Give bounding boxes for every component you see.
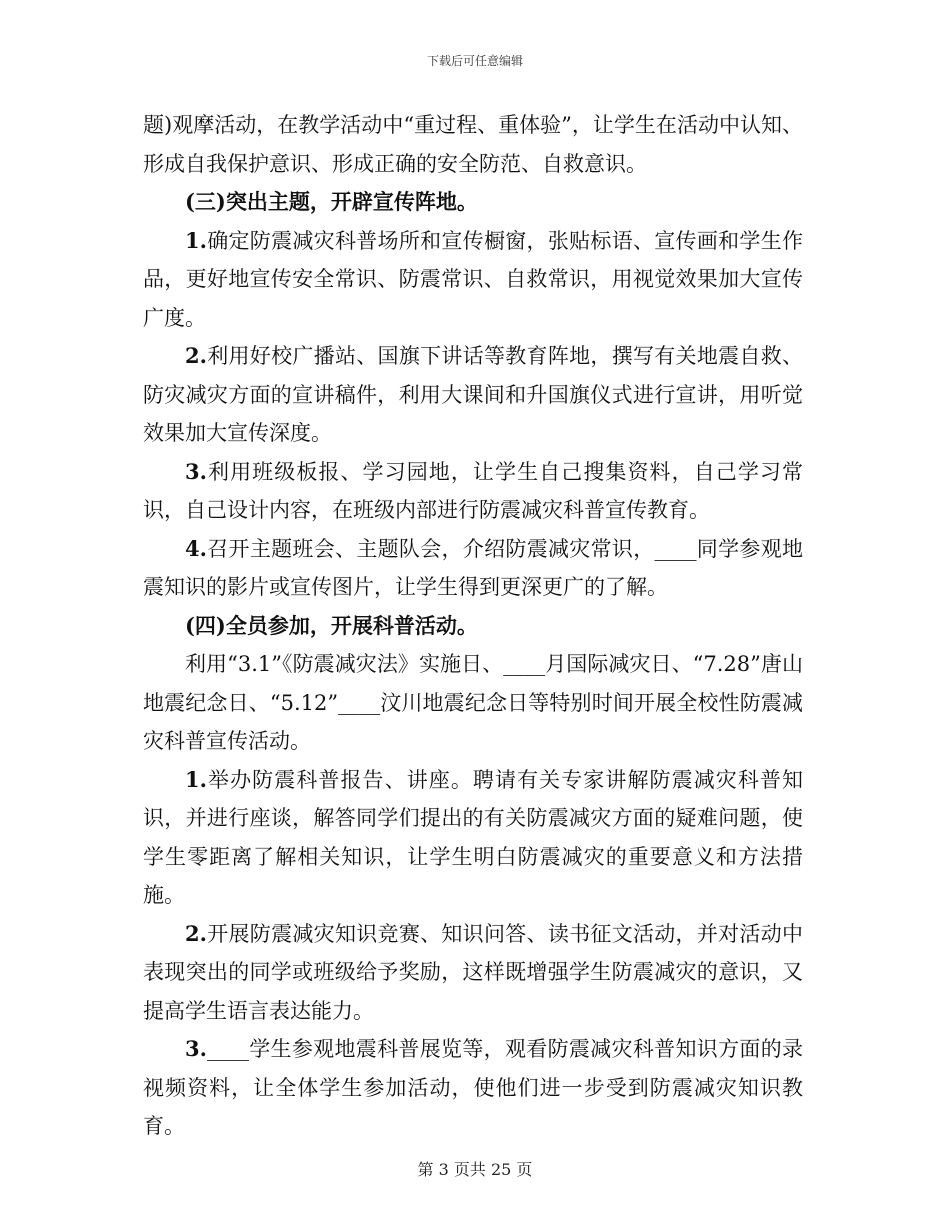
paragraph <box>143 761 803 915</box>
header-note: 下载后可任意编辑 <box>426 54 523 68</box>
paragraph <box>143 915 803 1031</box>
paragraph-text: 利用“3.1”《防震减灾法》实施日、____月国际减灾日、“7.28”唐山地震纪念日、“5.12”____汶川地震纪念日等特别时间开展全校性防震减灾科普宣传活动。 <box>143 652 803 753</box>
paragraph-number: 2. <box>185 343 207 368</box>
paragraph-text: 题)观摩活动，在教学活动中“重过程、重体验”，让学生在活动中认知、形成自我保护意识、形成正确的安全防范、自救意识。 <box>143 113 803 176</box>
paragraph-text: 确定防震减灾科普场所和宣传橱窗，张贴标语、宣传画和学生作品，更好地宣传安全常识、防震常识、自救常识，用视觉效果加大宣传广度。 <box>143 228 803 330</box>
paragraph-number: 3. <box>185 458 207 484</box>
paragraph-text: 利用好校广播站、国旗下讲话等教育阵地，撰写有关地震自救、防灾减灾方面的宣讲稿件，利用大课间和升国旗仪式进行宣讲，用听觉效果加大宣传深度。 <box>143 344 803 445</box>
paragraph <box>143 645 803 761</box>
paragraph-number: 3. <box>185 1036 207 1061</box>
paragraph-number: 1. <box>185 227 207 253</box>
paragraph <box>143 530 803 607</box>
paragraph <box>143 453 803 530</box>
paragraph-number: 4. <box>185 535 207 561</box>
paragraph <box>143 1030 803 1146</box>
paragraph <box>143 337 803 453</box>
paragraph-text: 举办防震科普报告、讲座。聘请有关专家讲解防震减灾科普知识，并进行座谈，解答同学们提出的有关防震减灾方面的疑难问题，使学生零距离了解相关知识，让学生明白防震减灾的重要意义和方法措施。 <box>143 767 803 907</box>
paragraph-number: 2. <box>185 920 207 946</box>
paragraph <box>143 106 803 183</box>
section-heading: (三)突出主题，开辟宣传阵地。 <box>185 189 478 214</box>
paragraph-text: 召开主题班会、主题队会，介绍防震减灾常识，____同学参观地震知识的影片或宣传图片，让学生得到更深更广的了解。 <box>143 536 803 599</box>
section-heading: (四)全员参加，开展科普活动。 <box>185 612 478 638</box>
document-body <box>143 106 803 1146</box>
paragraph-number: 1. <box>185 766 207 792</box>
paragraph-text: 利用班级板报、学习园地，让学生自己搜集资料，自己学习常识，自己设计内容，在班级内部进行防震减灾科普宣传教育。 <box>143 459 803 522</box>
paragraph-text: ____学生参观地震科普展览等，观看防震减灾科普知识方面的录视频资料，让全体学生参加活动，使他们进一步受到防震减灾知识教育。 <box>143 1037 803 1138</box>
page-number: 第 3 页共 25 页 <box>417 1160 533 1179</box>
paragraph <box>143 222 803 338</box>
paragraph-text: 开展防震减灾知识竞赛、知识问答、读书征文活动，并对活动中表现突出的同学或班级给予奖励，这样既增强学生防震减灾的意识，又提高学生语言表达能力。 <box>143 921 803 1023</box>
